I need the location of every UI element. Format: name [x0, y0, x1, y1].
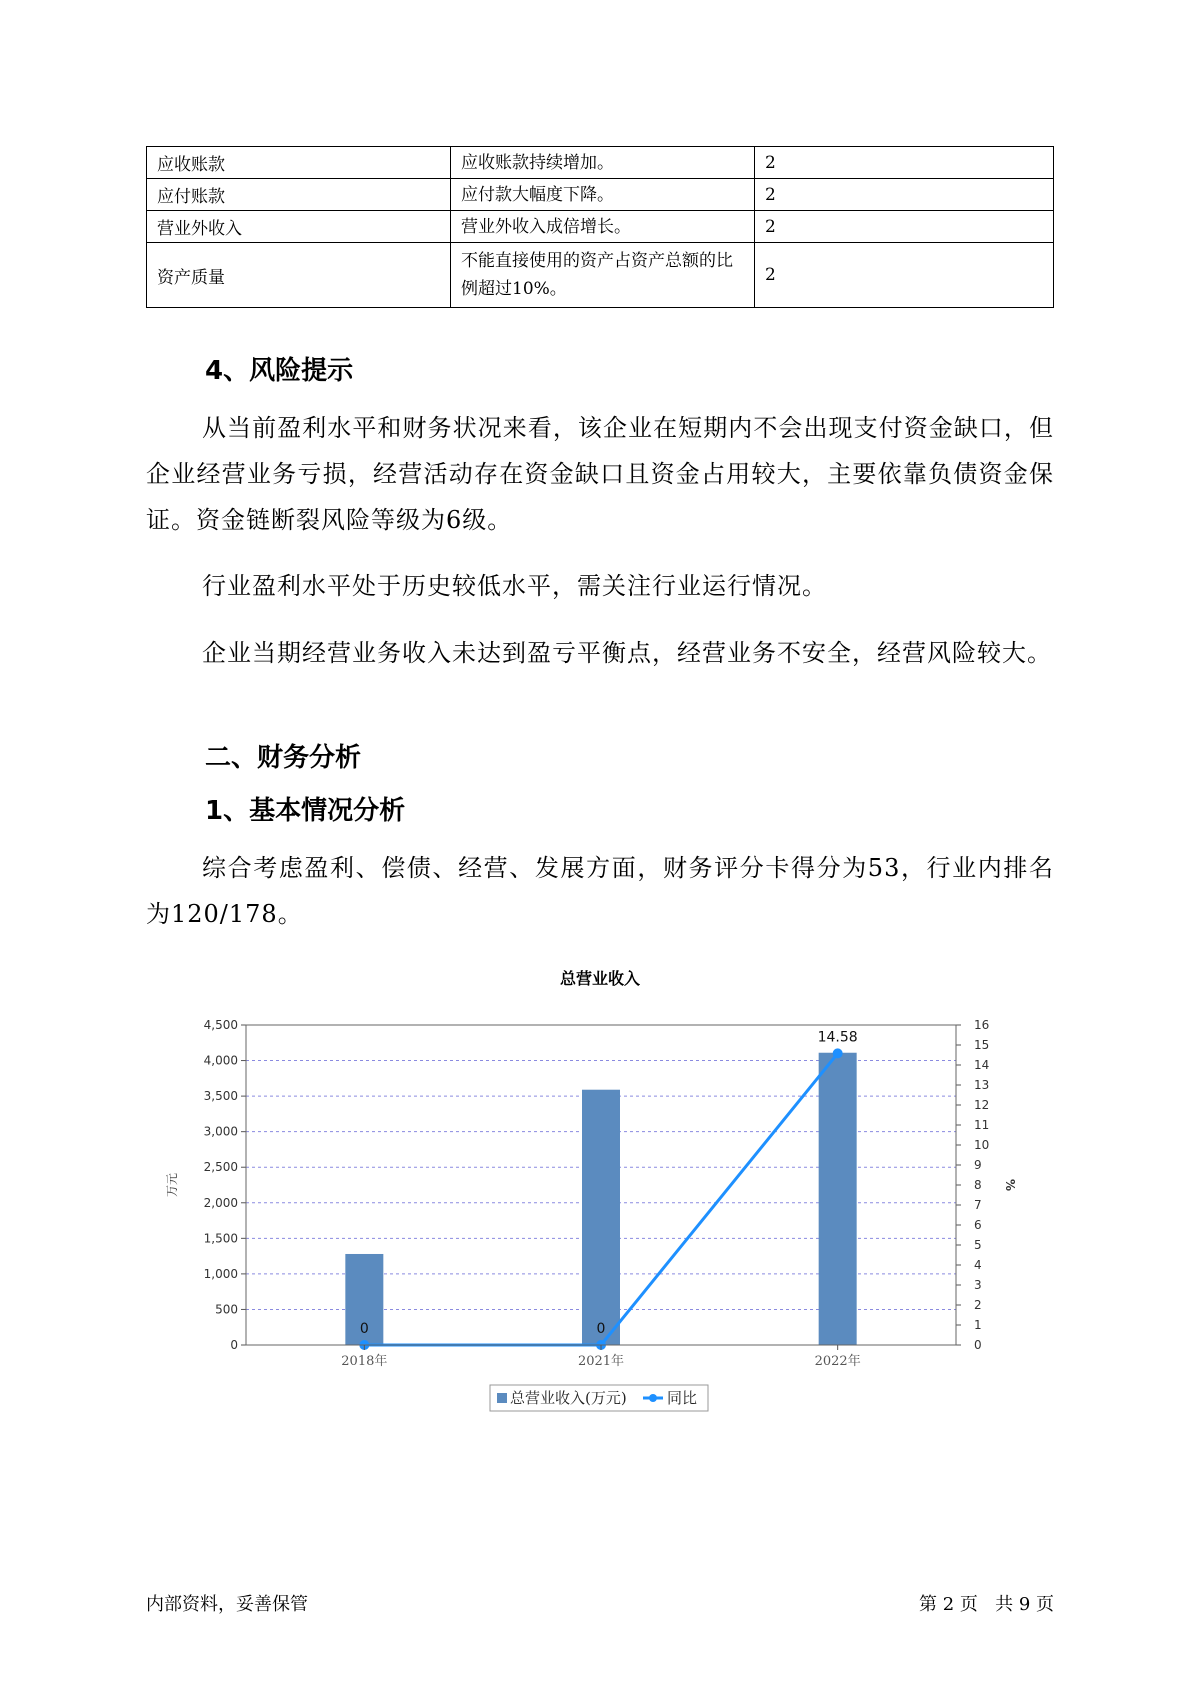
- y-tick-label: 3,000: [203, 1124, 238, 1139]
- legend-bar-swatch: [497, 1393, 507, 1403]
- y2-tick-label: 1: [974, 1318, 982, 1332]
- y-tick-label: 1,000: [203, 1266, 238, 1281]
- revenue-chart-svg: [146, 960, 1054, 1430]
- table-cell-item: 应付账款: [147, 179, 451, 211]
- y2-tick-label: 3: [974, 1278, 982, 1292]
- y2-tick-label: 13: [974, 1078, 990, 1092]
- table-cell-item: 资产质量: [147, 243, 451, 308]
- y-tick-label: 4,500: [203, 1018, 238, 1032]
- y-tick-label: 3,500: [203, 1089, 238, 1104]
- risk-paragraph-2: 行业盈利水平处于历史较低水平，需关注行业运行情况。: [202, 572, 827, 600]
- basic-analysis-paragraph: 综合考虑盈利、偿债、经营、发展方面，财务评分卡得分为53，行业内排名为120/178。: [146, 854, 1054, 928]
- legend-line-marker: [649, 1394, 657, 1402]
- y2-tick-label: 9: [974, 1158, 982, 1172]
- y2-tick-label: 12: [974, 1098, 990, 1112]
- yoy-data-label: 14.58: [817, 1029, 858, 1046]
- table-row: [147, 243, 1054, 308]
- y-tick-label: 2,000: [203, 1195, 238, 1210]
- y2-tick-label: 0: [974, 1338, 982, 1352]
- table-cell-item: 应收账款: [147, 147, 451, 179]
- y-tick-label: 2,500: [203, 1160, 238, 1175]
- y-tick-label: 500: [215, 1302, 238, 1317]
- footer-page-number: 第 2 页 共 9 页: [919, 1594, 1054, 1615]
- y2-tick-label: 10: [974, 1138, 990, 1152]
- revenue-bar: [819, 1053, 857, 1345]
- y2-tick-label: 7: [974, 1198, 982, 1212]
- table-cell-score: 2: [755, 211, 1054, 243]
- table-cell-description: 不能直接使用的资产占资产总额的比例超过10%。: [451, 243, 755, 308]
- y2-tick-label: 2: [974, 1298, 982, 1312]
- chart-title: 总营业收入: [559, 969, 641, 988]
- table-row: [147, 179, 1054, 211]
- y2-tick-label: 16: [974, 1018, 990, 1032]
- x-tick-label: 2022年: [814, 1354, 861, 1369]
- table-cell-description: 应付款大幅度下降。: [451, 179, 755, 211]
- financial-analysis-heading: 二、财务分析: [205, 743, 362, 773]
- revenue-chart: [146, 960, 1054, 1430]
- y-tick-label: 0: [230, 1338, 238, 1352]
- basic-analysis-heading: 1、基本情况分析: [205, 796, 406, 826]
- table-cell-description: 应收账款持续增加。: [451, 147, 755, 179]
- y2-tick-label: 11: [974, 1118, 990, 1132]
- legend-bar-label: 总营业收入(万元): [510, 1389, 627, 1407]
- table-cell-score: 2: [755, 179, 1054, 211]
- table-row: [147, 147, 1054, 179]
- y2-tick-label: 4: [974, 1258, 982, 1272]
- revenue-bar: [582, 1090, 620, 1345]
- table-cell-score: 2: [755, 243, 1054, 308]
- table-cell-description: 营业外收入成倍增长。: [451, 211, 755, 243]
- y2-tick-label: 14: [974, 1058, 990, 1072]
- y2-tick-label: 8: [974, 1178, 982, 1192]
- risk-heading: 4、风险提示: [205, 356, 354, 386]
- y-tick-label: 1,500: [203, 1231, 238, 1246]
- yoy-data-label: 0: [359, 1321, 369, 1337]
- footer-confidential-note: 内部资料，妥善保管: [146, 1594, 308, 1615]
- yoy-data-label: 0: [596, 1321, 606, 1337]
- yoy-point: [833, 1048, 843, 1058]
- risk-indicator-table: [146, 146, 1054, 308]
- y-tick-label: 4,000: [203, 1053, 238, 1068]
- risk-paragraph-1: 从当前盈利水平和财务状况来看，该企业在短期内不会出现支付资金缺口，但企业经营业务亏损，经营活动存在资金缺口且资金占用较大，主要依靠负债资金保证。资金链断裂风险等级为6级。: [146, 414, 1054, 534]
- y2-tick-label: 5: [974, 1238, 982, 1252]
- table-cell-item: 营业外收入: [147, 211, 451, 243]
- legend-line-label: 同比: [667, 1389, 698, 1407]
- risk-paragraph-3: 企业当期经营业务收入未达到盈亏平衡点，经营业务不安全，经营风险较大。: [202, 639, 1052, 667]
- y2-tick-label: 6: [974, 1218, 982, 1232]
- y-axis-label: 万元: [165, 1172, 179, 1198]
- y2-axis-label: %: [1003, 1178, 1017, 1192]
- table-cell-score: 2: [755, 147, 1054, 179]
- x-tick-label: 2021年: [577, 1354, 625, 1369]
- table-row: [147, 211, 1054, 243]
- y2-tick-label: 15: [974, 1038, 990, 1052]
- x-tick-label: 2018年: [341, 1354, 388, 1369]
